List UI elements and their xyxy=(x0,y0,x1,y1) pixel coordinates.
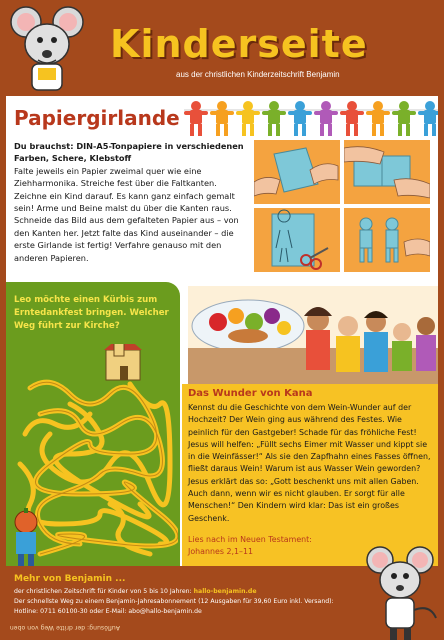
step-image-fold xyxy=(254,140,340,204)
page-title: Kinderseite xyxy=(110,22,368,66)
footer-line-website xyxy=(14,588,257,595)
step-image-crease xyxy=(344,140,430,204)
footer-line1-text: der christlichen Zeitschrift für Kinder von 5 bis 10 Jahren: xyxy=(14,588,194,595)
child-with-pumpkin-icon xyxy=(15,508,37,566)
story-panel xyxy=(182,384,438,566)
craft-step-images xyxy=(254,140,432,272)
maze-answer-upside-down: Auflösung: der dritte Weg von oben xyxy=(9,624,120,631)
story-title: Das Wunder von Kana xyxy=(188,388,313,399)
website-link[interactable]: hallo-benjamin.de xyxy=(193,588,257,595)
content-page xyxy=(6,96,438,566)
bible-reference xyxy=(188,534,388,559)
maze-panel xyxy=(6,282,180,566)
paper-garland-illustration xyxy=(184,96,438,138)
mouse-mascot-icon xyxy=(8,4,94,94)
bible-reference-line2: Johannes 2,1–11 xyxy=(188,547,254,557)
maze-puzzle[interactable] xyxy=(10,344,178,566)
craft-title: Papiergirlande xyxy=(14,106,180,130)
step-image-unfold xyxy=(344,208,430,272)
step-image-cut xyxy=(254,208,340,272)
footer-line-subscription: Der schnellste Weg zu einem Benjamin-Jahresabonnement (12 Ausgaben für 39,60 Euro inkl. Versand): xyxy=(14,598,334,605)
church-icon xyxy=(104,344,142,380)
header xyxy=(0,0,444,92)
wedding-at-cana-illustration xyxy=(188,286,438,384)
footer-line-hotline: Hotline: 0711 60100-30 oder E-Mail: abo@hallo-benjamin.de xyxy=(14,608,202,615)
craft-steps-text: Falte jeweils ein Papier zweimal quer wie eine Ziehharmonika. Streiche fest über die Faltkanten. Zeichne ein Kind darauf. Es kann ganz einfach gemalt sein! Arme und Beine malst du über die Kanten raus. Schneide das Bild aus dem gefalteten Papier aus – von den Kanten her. Jetzt falte das Kind auseinander – die erste Girlande ist fertig! Verfahre genauso mit den anderen Papieren. xyxy=(14,165,239,263)
story-text: Kennst du die Geschichte von dem Wein-Wunder auf der Hochzeit? Der Wein ging aus während des Festes. Wie peinlich für den Gastgeber! Schade für das fröhliche Fest! Jesus will helfen: „Füllt sechs Eimer mit Wasser und kippt sie in die Weinfässer!“ Als sie den Zapfhahn eines Fasses öffnen, fließt daraus Wein! Warum ist aus Wasser Wein geworden? Jesus erklärt das so: „Gott beschenkt uns mit allen Gaben. Auch dann, wenn wir es nicht glauben. Er sorgt für alle Menschen!“ Den Kindern wird klar: Das ist ein großes Geschenk. xyxy=(188,403,431,523)
maze-question: Leo möchte einen Kürbis zum Erntedankfest bringen. Welcher Weg führt zur Kirche? xyxy=(14,295,169,331)
mouse-mascot-bottom-icon xyxy=(364,540,444,640)
footer-title: Mehr von Benjamin ... xyxy=(14,574,126,584)
bible-reference-line1: Lies nach im Neuen Testament: xyxy=(188,535,312,544)
craft-instructions xyxy=(14,140,250,264)
craft-materials: Du brauchst: DIN-A5-Tonpapiere in verschiedenen Farben, Schere, Klebstoff xyxy=(14,141,244,164)
page-subtitle: aus der christlichen Kinderzeitschrift Benjamin xyxy=(176,70,340,79)
